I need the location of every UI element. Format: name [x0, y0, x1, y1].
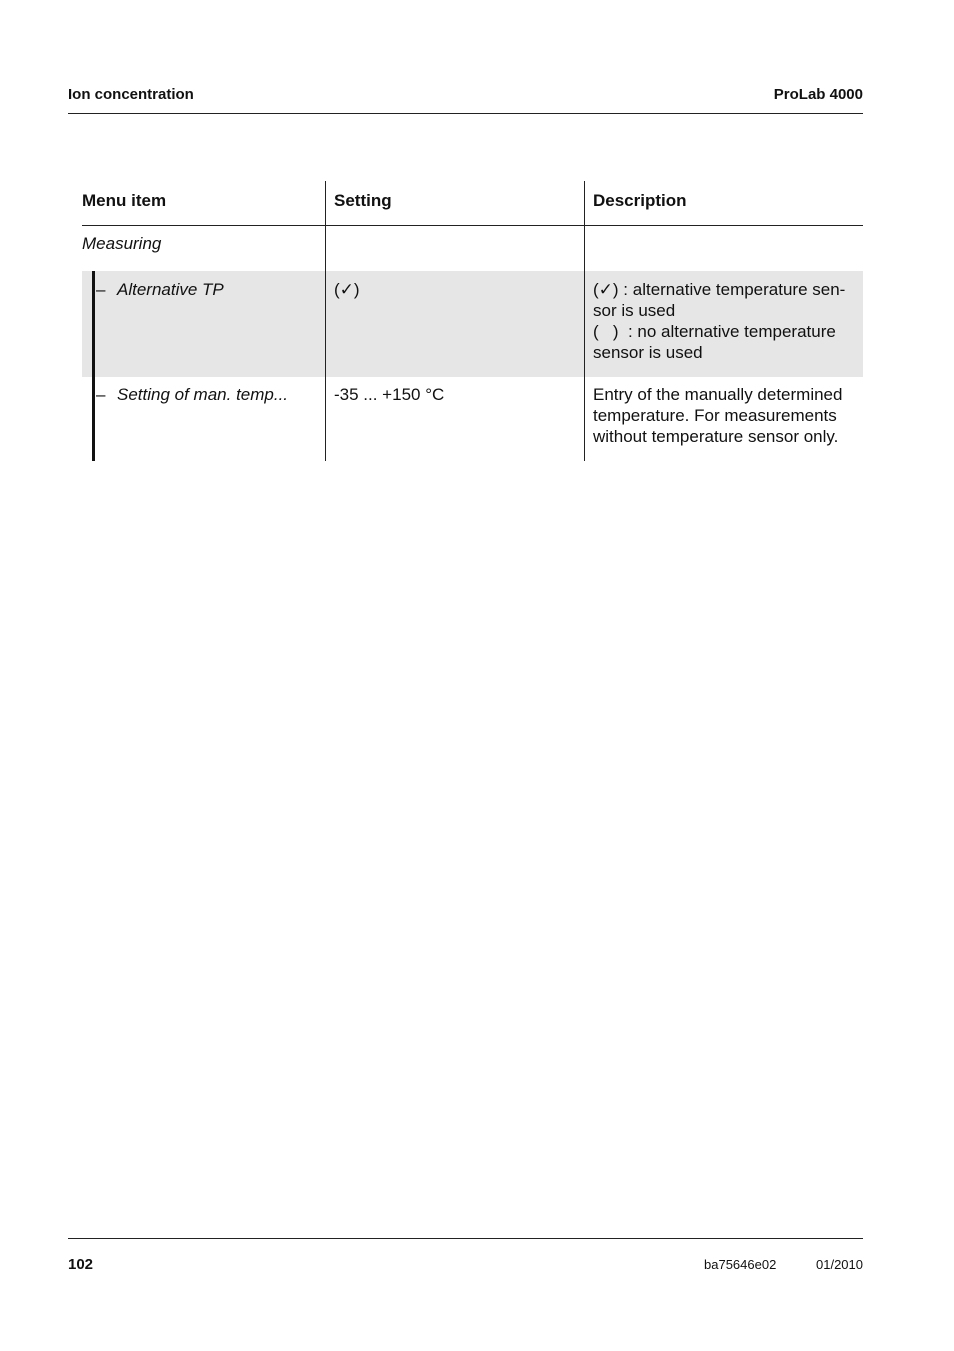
description-text: (✓) : alternative temperature sen- sor is used ( ) : no alternative temperature sensor is used	[593, 280, 846, 362]
menu-tree-bar	[92, 271, 95, 461]
column-header-menu-item: Menu item	[82, 191, 167, 210]
header-divider	[82, 225, 863, 226]
description-text: Entry of the manually determined temperature. For measurements without temperature sensor only.	[593, 385, 843, 446]
header-rule	[68, 113, 863, 114]
column-header-setting: Setting	[334, 191, 392, 210]
column-divider	[325, 181, 326, 461]
product-name: ProLab 4000	[773, 86, 863, 103]
menu-item-alternative-tp: Alternative TP	[117, 280, 224, 299]
document-date: 01/2010	[816, 1257, 863, 1272]
section-title: Ion concentration	[68, 86, 194, 103]
page-number: 102	[68, 1256, 94, 1273]
tree-dash: –	[96, 385, 106, 404]
group-label: Measuring	[82, 234, 162, 253]
tree-dash: –	[96, 280, 106, 299]
document-id: ba75646e02	[704, 1257, 777, 1272]
menu-item-setting-of-man-temp: Setting of man. temp...	[117, 385, 289, 404]
footer-rule	[68, 1238, 863, 1239]
column-header-description: Description	[593, 191, 687, 210]
setting-value: -35 ... +150 °C	[334, 385, 445, 404]
column-divider	[584, 181, 585, 461]
setting-value: (✓)	[334, 280, 360, 299]
settings-table	[82, 181, 863, 461]
